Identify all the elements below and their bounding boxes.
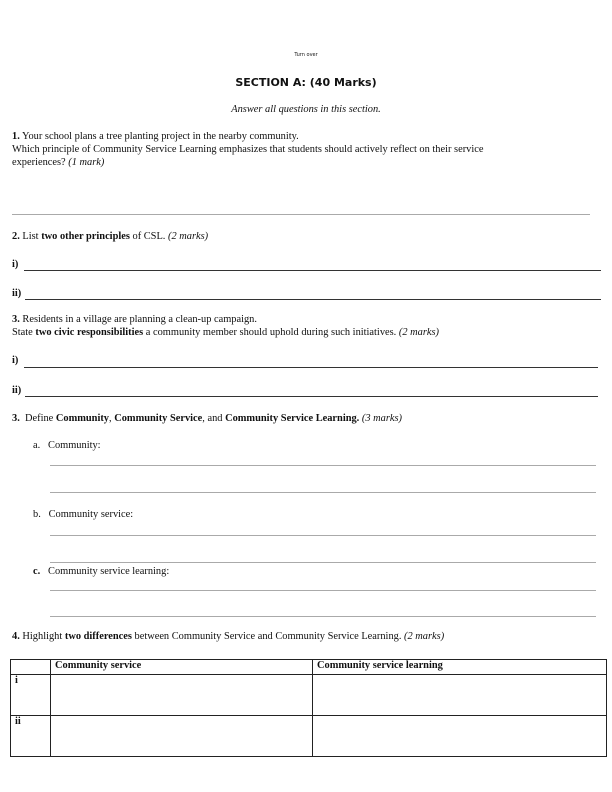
q2-i-answer-line[interactable]	[24, 270, 601, 271]
section-title: SECTION A: (40 Marks)	[235, 76, 377, 89]
q3b-b-line-1[interactable]	[50, 535, 596, 536]
table-row	[11, 675, 607, 716]
q3-line2: State two civic responsibilities a community member should uphold during such initiatives. (2 marks)	[12, 327, 439, 338]
q3b-b: b. Community service:	[33, 509, 134, 520]
q4-text: 4. Highlight two differences between Community Service and Community Service Learning. (2 marks)	[12, 631, 445, 642]
row-label: i	[11, 675, 51, 716]
section-instruction: Answer all questions in this section.	[231, 104, 381, 115]
table-header-row	[11, 660, 607, 675]
q3b-c: c. Community service learning:	[33, 566, 170, 577]
q3-ii-label: ii)	[12, 385, 22, 396]
q1-line3: experiences? (1 mark)	[12, 157, 105, 168]
answer-cell[interactable]	[51, 716, 313, 757]
q2-text: 2. List two other principles of CSL. (2 marks)	[12, 231, 209, 242]
q3-ii-answer-line[interactable]	[25, 396, 598, 397]
turn-over-note: Turn over	[294, 52, 318, 58]
table-header-cell	[11, 660, 51, 675]
q3b-a-line-1[interactable]	[50, 465, 596, 466]
answer-cell[interactable]	[51, 675, 313, 716]
row-label: ii	[11, 716, 51, 757]
answer-cell[interactable]	[313, 675, 607, 716]
q2-ii-label: ii)	[12, 288, 22, 299]
q3-i-answer-line[interactable]	[24, 367, 598, 368]
table-header-cell: Community service learning	[313, 660, 607, 675]
answer-cell[interactable]	[313, 716, 607, 757]
q3b-text: 3. Define Community, Community Service, and Community Service Learning. (3 marks)	[12, 413, 403, 424]
q2-i-label: i)	[12, 259, 19, 270]
differences-table	[10, 659, 607, 757]
q1-line1: 1. Your school plans a tree planting project in the nearby community.	[12, 131, 299, 142]
table-header-cell: Community service	[51, 660, 313, 675]
q3b-c-line-2[interactable]	[50, 616, 596, 617]
q2-ii-answer-line[interactable]	[25, 299, 601, 300]
q3-i-label: i)	[12, 355, 19, 366]
q3b-a-line-2[interactable]	[50, 492, 596, 493]
q1-line2: Which principle of Community Service Learning emphasizes that students should actively reflect on their service	[12, 144, 484, 155]
q3b-b-line-2[interactable]	[50, 562, 596, 563]
table-row	[11, 716, 607, 757]
q3-line1: 3. Residents in a village are planning a clean-up campaign.	[12, 314, 257, 325]
q1-answer-line[interactable]	[12, 214, 590, 215]
q3b-c-line-1[interactable]	[50, 590, 596, 591]
q3b-a: a. Community:	[33, 440, 101, 451]
